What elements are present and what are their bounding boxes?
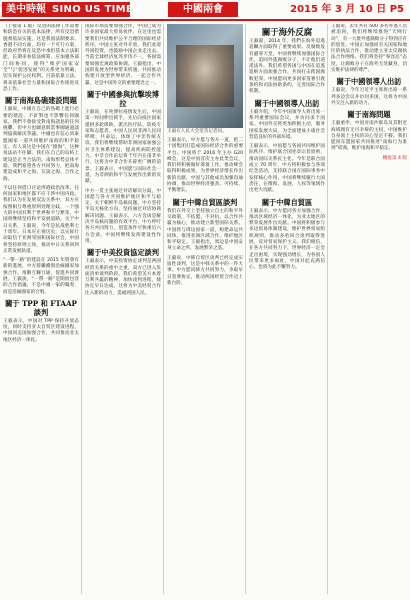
masthead-en: SINO US TIMES <box>52 4 141 15</box>
masthead-cn: 美中時報 <box>6 4 46 15</box>
article-body: 王毅表示，中方愿同各方加强合作，推动区域经济一体化，为亚太地区的繁荣发展作出贡献。中国将积极参与多边贸易体制建设，维护世界贸易组织规则，推动多哈回合谈判取得进展，反对贸易保护主义。我们相信，在各方共同努力下，世界经济一定会走出困境，实现强劲增长，为各国人民带来更多福祉，中国对此充满信心，也将为此不懈努力。 <box>249 208 325 271</box>
news-photo <box>167 24 243 136</box>
column-3 <box>167 24 243 596</box>
article-body: 王毅介绍，今年中国领导人将出席一系列重要国际会议，并访问多个国家。中国外交将更加积极主动，服务国家发展大局，为全面建成小康社会营造良好的外部环境。 <box>249 109 325 140</box>
article-headline: 關于 TPP 和 FTAAP 談判 <box>5 298 77 317</box>
article-headline: 關于中美投資協定談判 <box>87 248 159 258</box>
article-body: 王毅说，中韩自贸区谈判已经完成实质性谈判，这是中韩关系中的一件大事。中方愿同韩方共同努力，争取早日签署协定，推动两国经贸合作迈上新台阶。 <box>167 255 243 286</box>
article-body: （上接第 1 版）反恐的法律工作需要和防恐有关的基本法律，所有反恐措施须依法实施，这是我国法制要求。香港不同方面，均有一个可行方案，但政府仍将在反恐中承担基本立法职能，长期来看依法统筹，应加强各部门间协同，使得“维护国家安全”与“促进发展”的关系更为明确，切实保护公民权利。目前依靠立法，将来依靠社会力量和国际合作推进反恐工作。 <box>3 24 79 92</box>
column-divider <box>81 24 82 594</box>
article-body: 王毅说，在埃博拉疫情发生后，中国第一时间伸出援手，先后向疫区国家提供多轮援助，派出医疗队、防疫专家和志愿者。中国人民同非洲人民同呼吸、共命运，体现了中非传统友谊。我们将继续帮助非洲国家加强公共卫生体系建设，提高疾病防控能力。中非合作论坛将于年内在南非举行，这将为中非合作开辟更广阔的前景。王毅表示，中国愿与国际社会一道，为非洲的和平与发展作出新的贡献。 <box>85 109 161 185</box>
column-1 <box>3 24 79 596</box>
article-headline: 關于南海島礁建設問題 <box>5 96 77 106</box>
continued-label: 轉接第 4 版 <box>382 155 407 161</box>
photo-caption: 王毅在人民大会堂答记者问。 <box>167 129 227 134</box>
article-body: 王毅重申，中国对南沙群岛及其附近海域拥有无可争辩的主权，中国维护自身领土主权的决心坚定不移。我们愿同东盟国家共同推进“南海行为准则”磋商，维护南海和平稳定。 <box>331 121 407 152</box>
article-headline: 關于中韓自貿區 <box>261 197 313 207</box>
article-body: 王毅表示，中美投资协定谈判是两国经贸关系的重中之重，双方已进入负面清单谈判阶段。我们希望美方本着互利共赢的精神，加快谈判进程，使协定早日达成，这将为中美经贸合作注入新的动力，造福两国人民。 <box>85 259 161 296</box>
column-4 <box>249 24 325 596</box>
page-header <box>0 0 410 20</box>
dateline: 2015 年 3 月 10 日 P5 <box>290 4 404 15</box>
section-tag: 中國兩會 <box>168 2 238 17</box>
article-body: 王毅說，2014 年，我們在海外追逃追贓方面取得了重要成果。反腐败没有避罪天堂，中国将继续加强国际合作，追回外逃腐败分子，不让他们逍遥法外。我们希望各国与中国在追逃追赃方面加强合作，共同打击跨国腐败犯罪。中国愿同更多国家签署引渡条约和司法协助条约，完善国际合作机制。 <box>249 39 325 95</box>
article-body: 不以任何借口讨论涉港政治改革，任何国家和地区都不应干涉中国内政。我们认为在发展双边关系中，双方应按照相互尊重原则处理分歧，一个强大的中国有利于世界和平与繁荣，中国将继续坚持和平发展道路。关于中日关系，王毅说，今年是抗战胜利七十周年。日本应正视历史，以实际行动取信于亚洲邻国和国际社会，中国将坚持原则立场，推动中日关系回到正常发展轨道。 <box>3 185 79 254</box>
article-headline: 關于海外反腐 <box>261 27 313 37</box>
column-5 <box>331 24 407 596</box>
article-body: 王毅表示，中国愿与各国共同维护国际秩序，维护联合国宪章宗旨原则，推动国际关系民主化。今年是联合国成立 70 周年，中方将积极参与各项纪念活动，支持联合国在国际事务中发挥核心作用，中国将继续履行大国责任，在维和、发展、人权等领域作出更大贡献。 <box>249 144 325 194</box>
article-body: 国际市场需要加强合作，中国已成为许多国家最大贸易伙伴，在这里也需要我们共同维护公平合理的国际经济秩序。中国主张对外开放，我们欢迎外国投资，也鼓励中国企业走出去。当前全球经济复苏步伐不一，各国需要加强宏观政策协调。王毅指出，中国的发展为世界带来机遇，共同推动构建开放型世界经济，一起合作共赢，这是中国外交的重要理念之一。 <box>85 24 161 86</box>
article-headline: 關于中國參與抗擊埃博拉 <box>87 89 159 108</box>
photo-image <box>167 24 243 128</box>
article-headline: 關于中韓自貿區談判 <box>172 197 238 207</box>
article-headline: 關于中國領導人出訪 <box>336 77 402 87</box>
column-divider <box>327 24 328 594</box>
article-body: 王毅说，今年习近平主席将出席一系列多边会议并访问多国，这将为中国外交注入新的动力。 <box>331 88 407 106</box>
column-2 <box>85 24 161 596</box>
article-headline: 關于南海問題 <box>347 110 391 120</box>
article-body: 我们在外交上坚持独立自主的和平外交政策，不结盟、不对抗，以合作共赢为核心，推动建立新型国际关系。中国将与周边国家一道，构建命运共同体，推进亚洲区域合作，维护地区和平稳定。王毅指出，周边是中国安身立命之所，发展繁荣之基。 <box>167 208 243 252</box>
article-headline: 關于中國領導人出訪 <box>254 98 320 108</box>
article-body: 中方一贯主张通过对话解决分歧，中国愿与各方共同维护地区和平与稳定。关于朝鲜半岛核问题，中方坚持半岛无核化方向，坚持通过对话协商解决问题。王毅表示，六方会谈是解决半岛核问题的有效平台，中方呼吁各方共同努力，创造条件尽快重启六方会谈。中国将继续发挥建设性作用。 <box>85 188 161 244</box>
header-rule <box>0 19 410 21</box>
article-body: 王毅表示，中国对 TPP 保持开放态度，同时支持亚太自贸区建设进程，中国同美国加强合作，共同推动亚太地区经济一体化。 <box>3 318 79 343</box>
article-body: 王毅说，去年共有 500 多名外逃人员被追回，我们将继续推进“天网行动”，有一大批外逃腐败分子得到应有的惩处。中国正加强同有关国家和地区的执法合作，推动建立亚太反腐执法合作网络。我们将坚持“零容忍”态度，让腐败分子在海外无处藏身，切实维护法律的尊严。 <box>331 24 407 74</box>
column-divider <box>163 24 164 594</box>
masthead <box>2 2 141 17</box>
article-body: 王毅表示，中方愿与各方一道，把二十国集团打造成国际经济合作的重要平台。中国将于 2016 年主办 G20 峰会，这是中国首次主办此类会议，我们将积极做好筹备工作，推动峰会取得积极成果，为世界经济增长作出新的贡献，中国与其他成员加强沟通协调，推动世界经济强劲、可持续、平衡增长。 <box>167 138 243 194</box>
column-divider <box>245 24 246 594</box>
article-body: 王毅说，中國在自己的島礁上進行必要的建設，不針對也不影響任何國家。我們不會接受對南海諸島的任何挑釁，但中方也願意與當事國通過談判協商解決爭議。中國也有信心同東盟國家一道共同维护南海的和平稳定。有人说这是中国在“搶海”，这种说法站不住脚。我们在自己的岛屿上建设是正当合法的。南海形势总体平稳，我們希望各方共同努力，把南海建設成和平之海、友誼之海、合作之海。 <box>3 107 79 182</box>
article-body: “一帶一路”的建設在 2015 年將會有新的進展，中方將繼續與沿線國家加強合作，推動互聯互通，促進共同發展。王毅說，“一帶一路”是開放包容的合作倡議，不是中國一家的獨奏，而是沿線國家的合唱。 <box>3 258 79 295</box>
